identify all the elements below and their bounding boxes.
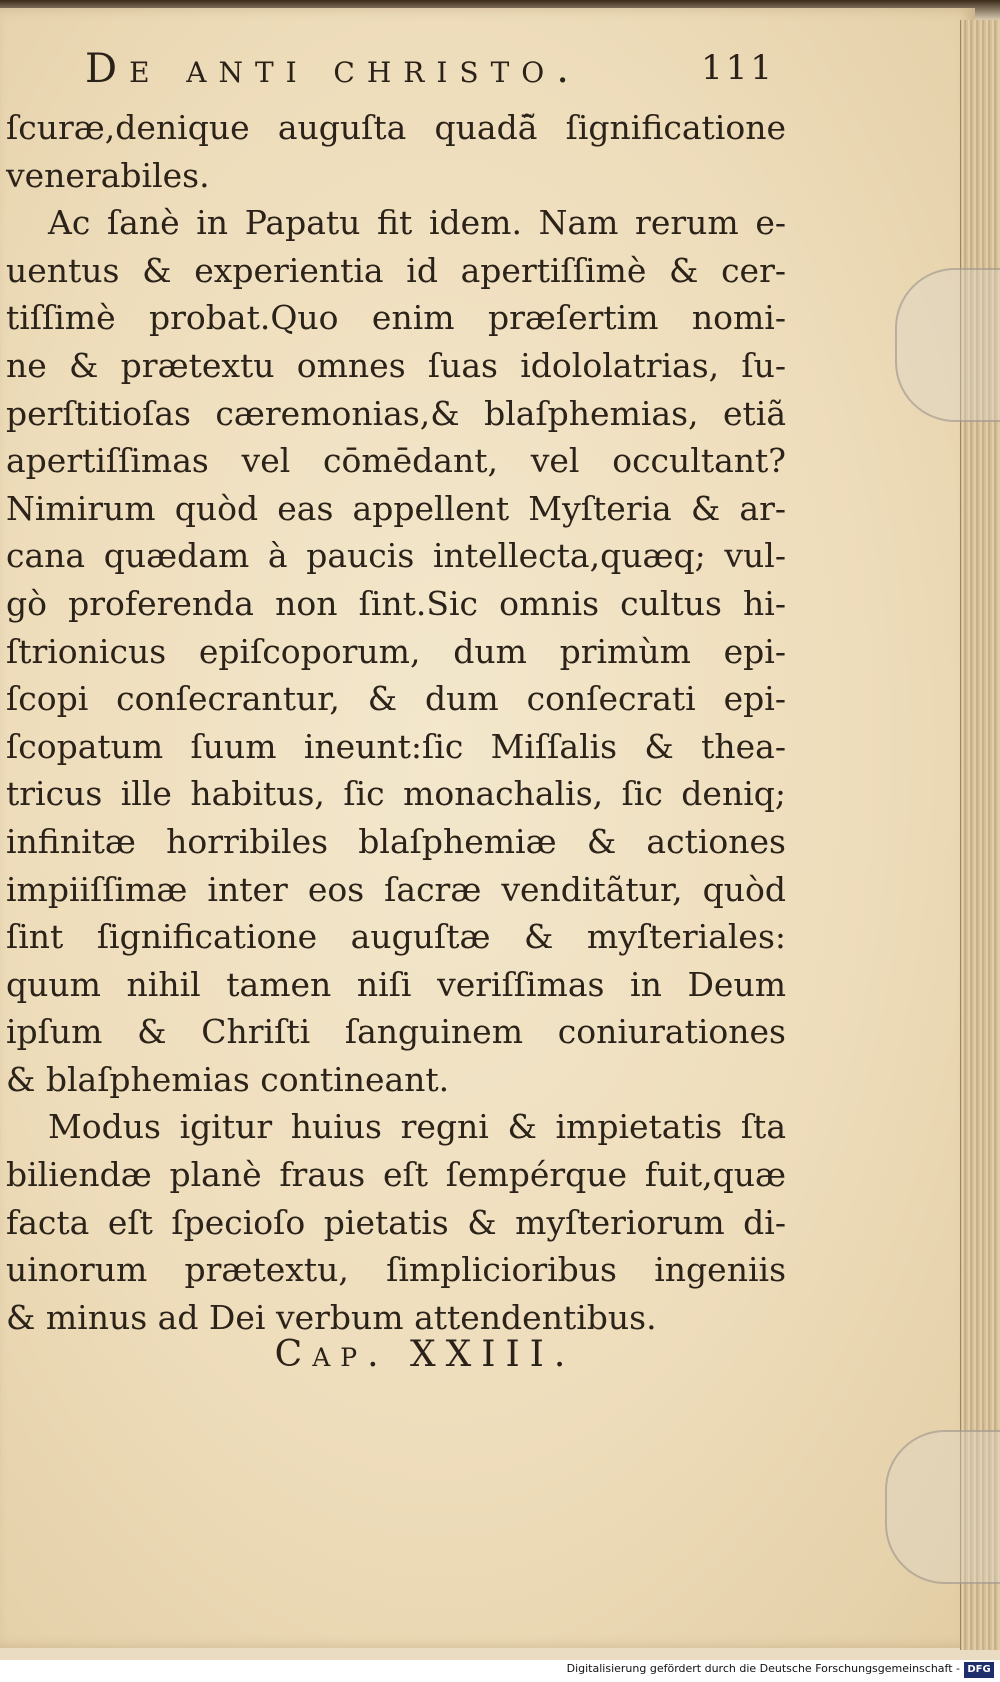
text-line: & minus ad Dei verbum attendentibus. [6,1297,657,1337]
footer-strip [0,1660,1000,1682]
text-line: ſint ſignificatione auguſtæ & myſteriales: [6,917,786,957]
text-line: biliendæ planè fraus eſt ſempérque fuit,quæ [6,1155,786,1195]
digitization-credit: Digitalisierung gefördert durch die Deutsche Forschungsgemeinschaft - [566,1662,960,1675]
page-clip-bottom [885,1430,1000,1584]
text-line: ipſum & Chriſti ſanguinem coniurationes [6,1012,786,1052]
paragraph [6,1103,786,1341]
page-clip-top [895,268,1000,422]
text-line: ſcuræ,denique auguſta quadā̃ ſignificatione [6,108,786,147]
text-line: gò proferenda non ſint.Sic omnis cultus hi- [6,583,786,623]
text-line: ne & prætextu omnes ſuas idololatrias, ſu- [6,345,786,385]
page-number: 111 [701,48,775,88]
paragraph [6,104,786,199]
text-line: Modus igitur huius regni & impietatis ſta [48,1107,786,1147]
running-title: De anti christo. [85,46,581,92]
page-edges [960,20,1000,1650]
text-line: perſtitioſas cæremonias,& blaſphemias, etiã [6,393,786,433]
text-line: cana quædam à paucis intellecta,quæq; vul- [6,536,786,576]
text-line: & blaſphemias contineant. [6,1059,450,1099]
body-text [6,104,786,1341]
text-line: infinitæ horribiles blaſphemiæ & actiones [6,821,786,861]
text-line: ſtrionicus epiſcoporum, dum primùm epi- [6,631,786,671]
text-line: uentus & experientia id apertiſſimè & cer- [6,250,786,290]
text-line: tricus ille habitus, ſic monachalis, ſic deniq; [6,774,786,814]
text-line: tiſſimè probat.Quo enim præſertim nomi- [6,298,786,338]
text-line: apertiſſimas vel cōmēdant, vel occultant? [6,441,786,481]
text-line: Ac ſanè in Papatu fit idem. Nam rerum e- [48,203,786,243]
text-line: facta eſt ſpecioſo pietatis & myſteriorum di- [6,1202,786,1242]
text-line: ſcopi conſecrantur, & dum conſecrati epi- [6,679,786,719]
text-line: uinorum prætextu, ſimplicioribus ingeniis [6,1250,786,1290]
text-line: quum nihil tamen niſi veriſſimas in Deum [6,964,786,1004]
text-line: impiiſſimæ inter eos ſacræ venditãtur, quòd [6,869,786,909]
chapter-heading: Cap. XXIII. [274,1334,576,1375]
text-line: Nimirum quòd eas appellent Myſteria & ar- [6,488,786,528]
text-line: ſcopatum ſuum ineunt:ſic Miſſalis & thea- [6,726,786,766]
paragraph [6,199,786,1103]
text-line: venerabiles. [6,155,210,195]
page-header [85,40,775,102]
dfg-logo: DFG [964,1662,994,1678]
